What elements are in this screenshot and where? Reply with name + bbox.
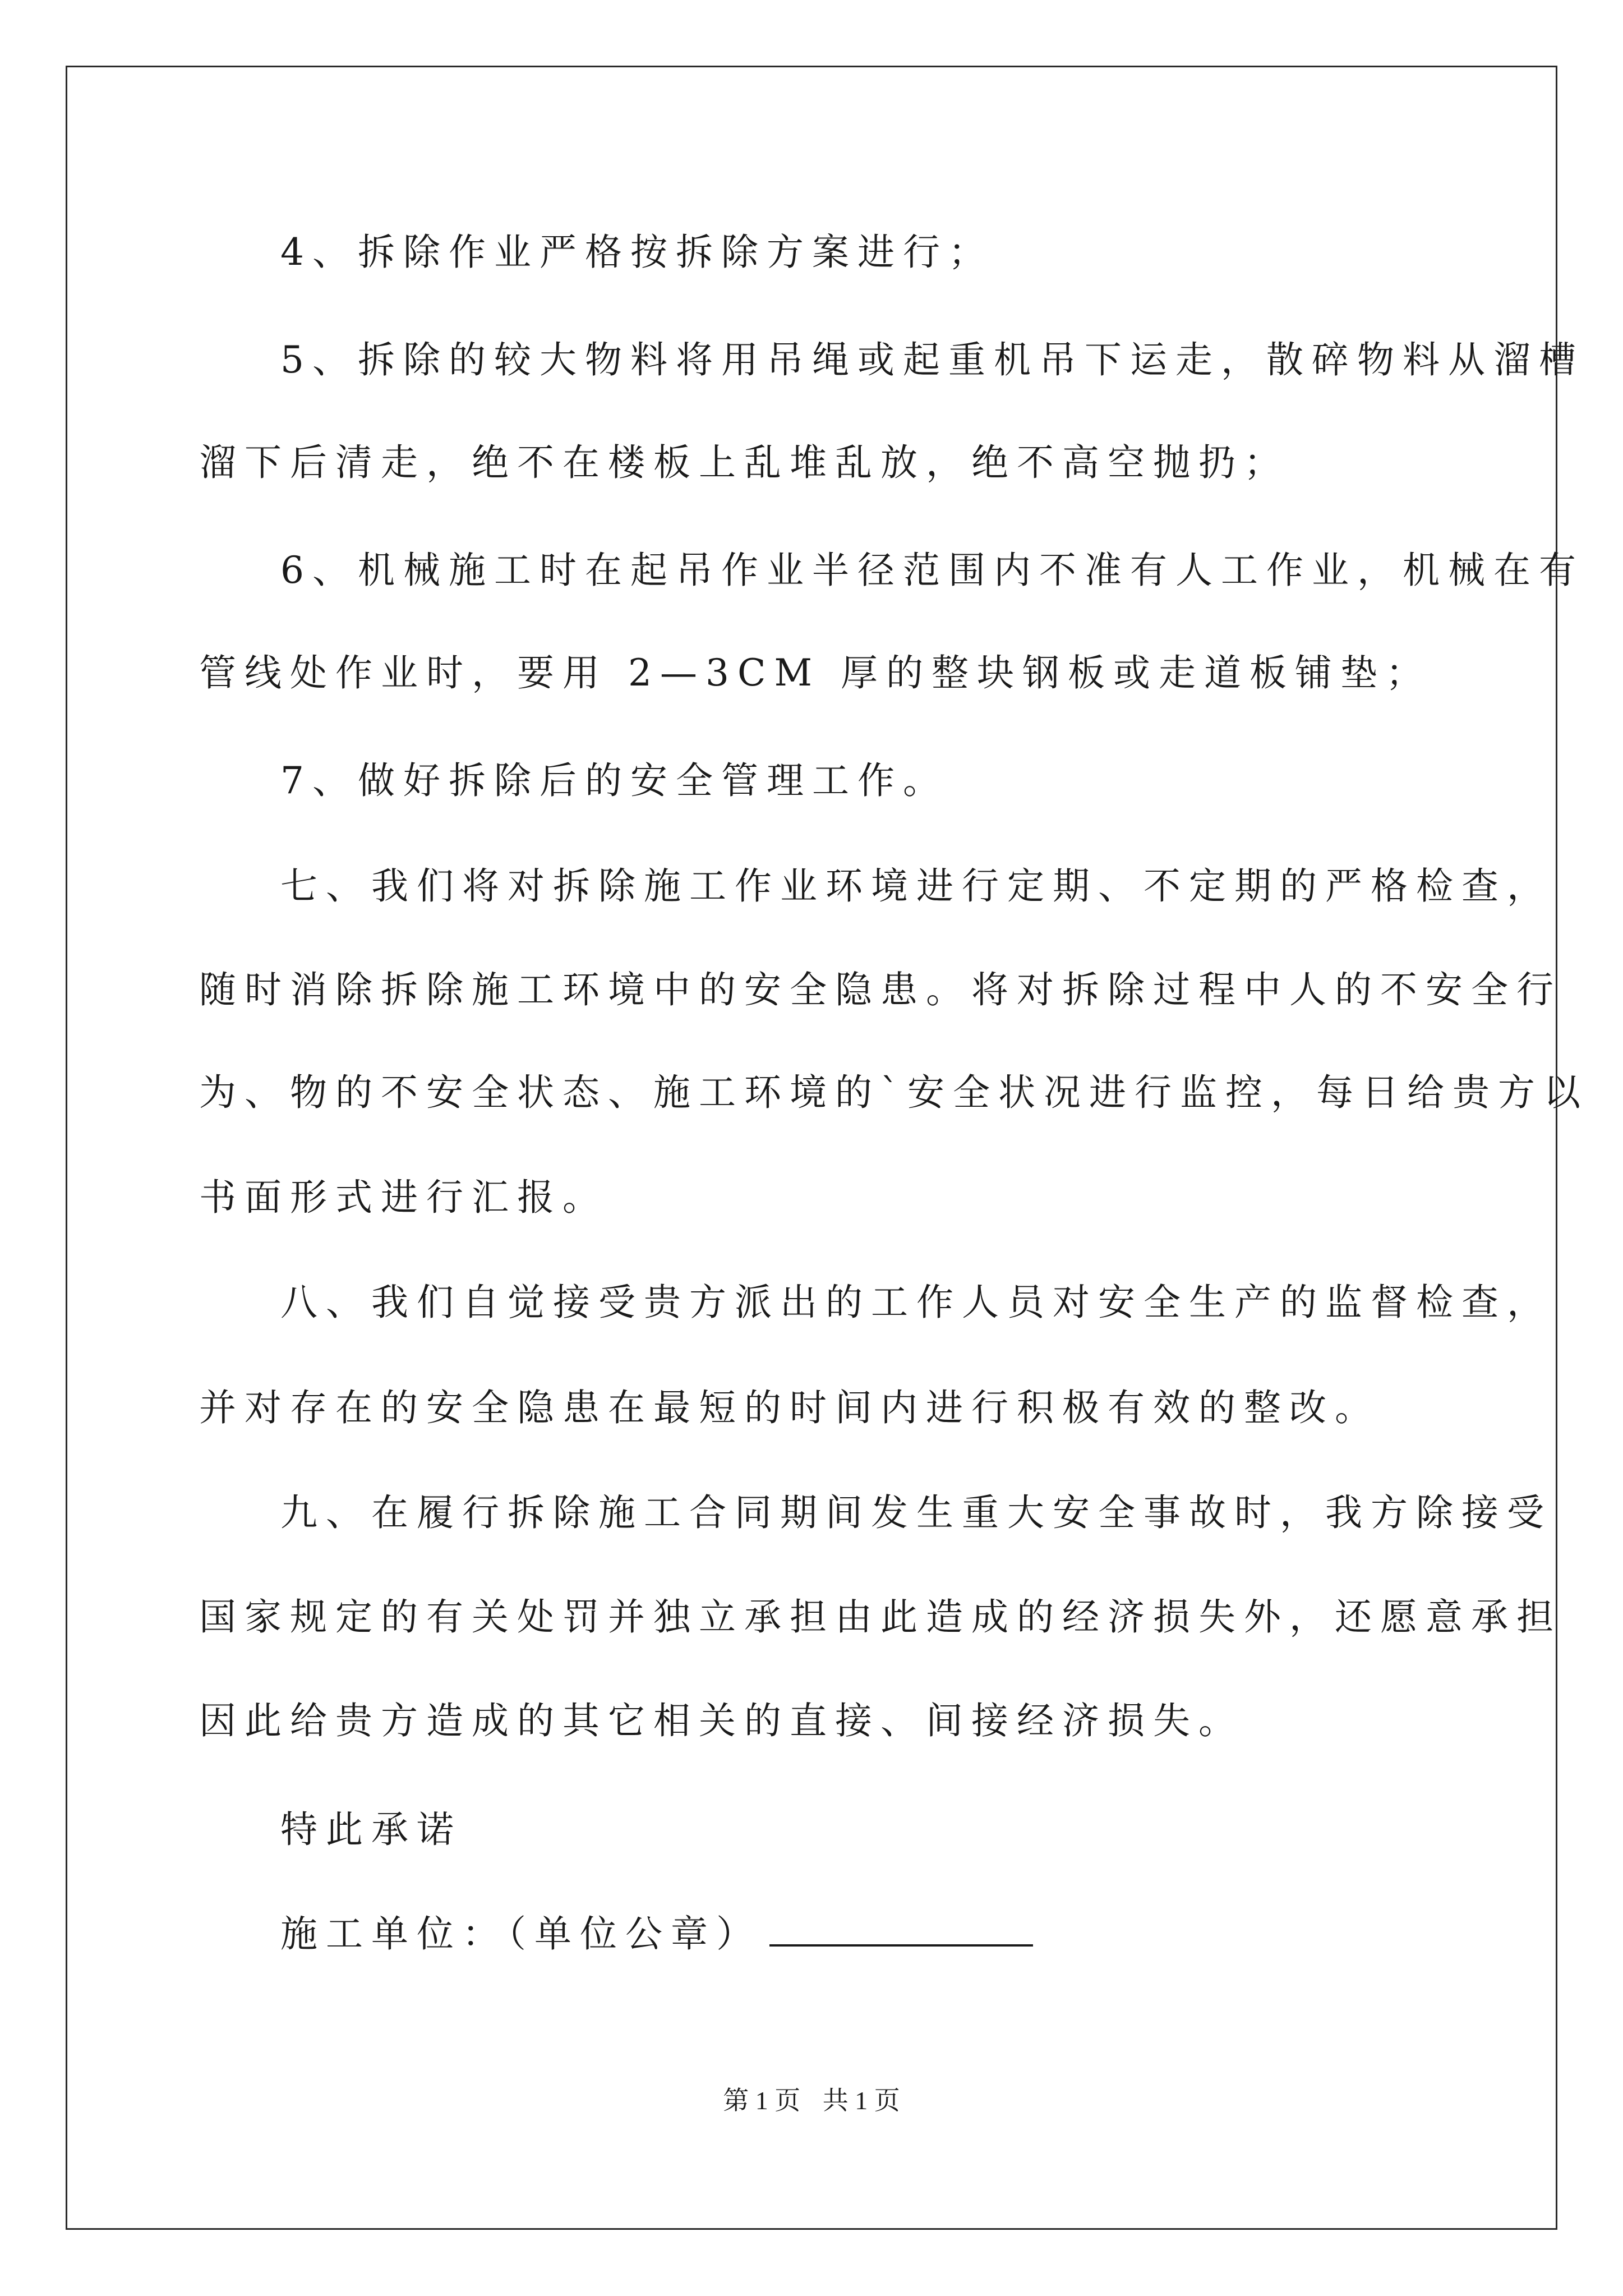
paragraph-line: 因此给贵方造成的其它相关的直接、间接经济损失。 [199,1699,1244,1742]
paragraph-line: 九、在履行拆除施工合同期间发生重大安全事故时，我方除接受 [280,1491,1552,1534]
paragraph-line: 随时消除拆除施工环境中的安全隐患。将对拆除过程中人的不安全行 [199,968,1562,1011]
page-border [66,66,1589,2230]
paragraph-line: 为、物的不安全状态、施工环境的`安全状况进行监控，每日给贵方以 [199,1071,1589,1114]
page-number-current: 第 1 页 [723,2086,801,2115]
signature-label: 施工单位：（单位公章） [280,1912,762,1955]
paragraph-line: 5、拆除的较大物料将用吊绳或起重机吊下运走，散碎物料从溜槽 [280,338,1584,381]
paragraph-line: 八、我们自觉接受贵方派出的工作人员对安全生产的监督检查， [280,1281,1552,1324]
signature-blank [769,1907,1033,1947]
paragraph-line: 管线处作业时，要用 2—3CM 厚的整块钢板或走道板铺垫； [199,651,1432,694]
paragraph-line: 七、我们将对拆除施工作业环境进行定期、不定期的严格检查， [280,864,1552,908]
page-number-total: 共 1 页 [822,2086,900,2115]
signature-line [280,1906,1514,1962]
closing-line: 特此承诺 [280,1808,462,1851]
paragraph-line: 6、机械施工时在起吊作业半径范围内不准有人工作业，机械在有 [280,549,1584,592]
paragraph-line: 溜下后清走，绝不在楼板上乱堆乱放，绝不高空抛扔； [199,441,1289,484]
paragraph-line: 国家规定的有关处罚并独立承担由此造成的经济损失外，还愿意承担 [199,1595,1562,1639]
paragraph-line: 并对存在的安全隐患在最短的时间内进行积极有效的整改。 [199,1386,1380,1429]
paragraph-line: 4、拆除作业严格按拆除方案进行； [280,231,994,274]
paragraph-line: 7、做好拆除后的安全管理工作。 [280,759,948,802]
paragraph-line: 书面形式进行汇报。 [199,1176,608,1219]
page-footer [0,2084,1623,2118]
